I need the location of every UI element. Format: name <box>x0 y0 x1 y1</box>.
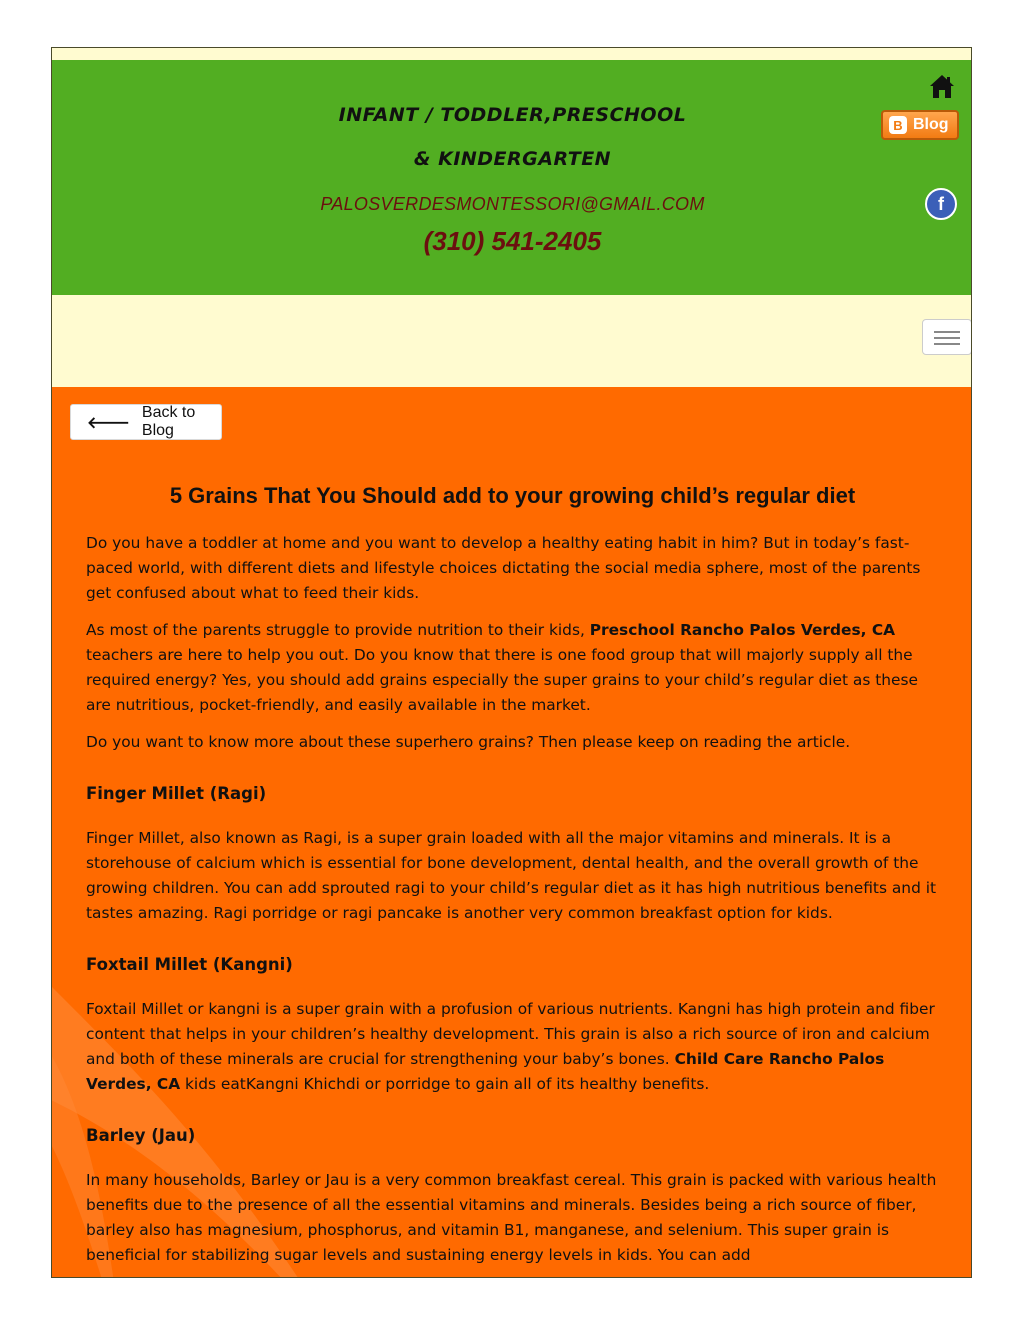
article-paragraph: Do you want to know more about these superhero grains? Then please keep on reading the article. <box>86 733 851 751</box>
header-tagline-line1: INFANT / TODDLER,PRESCHOOL <box>338 104 687 126</box>
article-paragraph <box>86 997 942 1097</box>
hamburger-menu-icon-bar <box>934 331 960 333</box>
article-body <box>86 531 942 1278</box>
article-content <box>52 387 971 1278</box>
hamburger-menu-icon-bar <box>934 337 960 339</box>
article-paragraph <box>86 618 942 718</box>
arrow-left-icon: 🡐 <box>87 413 130 432</box>
paragraph-text: kids eatKangni Khichdi or porridge to gain all of its healthy benefits. <box>180 1075 710 1093</box>
top-strip <box>52 48 971 60</box>
facebook-icon[interactable]: f <box>925 188 957 220</box>
article-paragraph: Do you have a toddler at home and you want to develop a healthy eating habit in him? But in today’s fast-paced world, with different diets and lifestyle choices dictating the social media sphere, most of the parents get confused about what to feed their kids. <box>86 534 921 602</box>
header-email-link[interactable]: PALOSVERDESMONTESSORI@GMAIL.COM <box>320 194 705 214</box>
section-heading: Barley (Jau) <box>86 1126 196 1145</box>
article-paragraph: In many households, Barley or Jau is a very common breakfast cereal. This grain is packed with various health benefits due to the presence of all the essential vitamins and minerals. Besides being a rich source of fiber, barley also has magnesium, phosphorus, and vitamin B1, manganese, and selenium. This super grain is beneficial for stabilizing sugar levels and sustaining energy levels in kids. You can add <box>86 1171 937 1264</box>
blog-button[interactable] <box>881 110 959 140</box>
blogger-icon: B <box>889 116 907 134</box>
nav-band <box>52 295 971 387</box>
paragraph-text: teachers are here to help you out. Do you know that there is one food group that will majorly supply all the required energy? Yes, you should add grains especially the super grains to your child’s regular diet as these are nutritious, pocket-friendly, and easily available in the market. <box>86 646 918 714</box>
blog-button-label: Blog <box>913 116 949 133</box>
page-frame <box>51 47 972 1278</box>
section-heading: Finger Millet (Ragi) <box>86 784 267 803</box>
header-tagline-line2: & KINDERGARTEN <box>413 148 612 170</box>
preschool-link: Preschool Rancho Palos Verdes, CA <box>589 621 896 639</box>
article-paragraph: Finger Millet, also known as Ragi, is a super grain loaded with all the major vitamins and minerals. It is a storehouse of calcium which is essential for bone development, dental health, and the overall growth of the growing children. You can add sprouted ragi to your child’s regular diet as it has high nutritious benefits and it tastes amazing. Ragi porridge or ragi pancake is another very common breakfast option for kids. <box>86 829 937 922</box>
section-heading: Foxtail Millet (Kangni) <box>86 955 293 974</box>
site-header <box>52 60 971 295</box>
home-icon[interactable] <box>928 72 956 100</box>
header-phone-link[interactable]: (310) 541-2405 <box>423 226 602 256</box>
article-title: 5 Grains That You Should add to your growing child’s regular diet <box>169 483 856 508</box>
paragraph-text: Foxtail Millet or kangni is a super grain with a profusion of various nutrients. Kangni has high protein and fiber content that helps in your children’s healthy development. This grain is also a rich source of iron and calcium and both of these minerals are crucial for strengthening your baby’s bones. <box>86 1000 935 1068</box>
child-care-link: Child Care Rancho Palos Verdes, CA <box>86 1050 885 1093</box>
paragraph-text: As most of the parents struggle to provide nutrition to their kids, <box>86 621 590 639</box>
back-to-blog-button[interactable] <box>70 404 222 440</box>
hamburger-menu-icon-bar <box>934 343 960 345</box>
hamburger-menu-button[interactable] <box>922 319 972 355</box>
back-to-blog-label: Back to Blog <box>141 404 196 439</box>
